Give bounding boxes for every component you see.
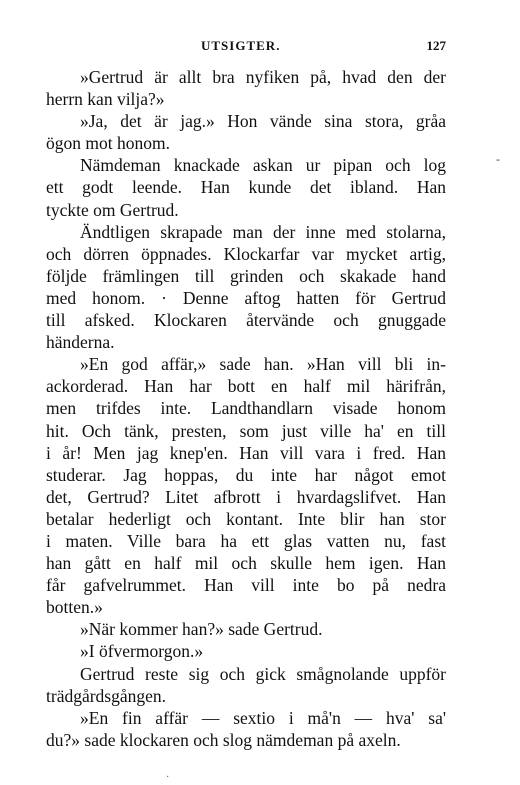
text-line: Gertrud reste sig och gick smågnolande uppför <box>80 663 446 684</box>
text-line: i år! Men jag knep'en. Han vill vara i fred. Han <box>46 442 446 463</box>
text-line: trädgårdsgången. <box>46 685 167 706</box>
text-line: i maten. Ville bara ha ett glas vatten nu, fast <box>46 530 446 551</box>
text-line: men trifdes inte. Landthandlarn visade honom <box>46 398 446 419</box>
bottom-dot-mark: · <box>166 772 170 783</box>
text-line: betalar hederligt och kontant. Inte blir han stor <box>46 508 446 529</box>
text-line: botten.» <box>46 597 103 618</box>
text-line: det, Gertrud? Litet afbrott i hvardagslifvet. Han <box>46 486 446 507</box>
text-line: får gafvelrummet. Han vill inte bo på nedra <box>46 575 446 596</box>
body-text <box>46 66 446 751</box>
text-line: du?» sade klockaren och slog nämdeman på axeln. <box>46 729 401 750</box>
page-header <box>46 38 446 54</box>
text-line: Ändtligen skrapade man der inne med stolarna, <box>80 221 446 242</box>
text-line: »En fin affär — sextio i må'n — hva' sa' <box>80 707 446 728</box>
text-line: och dörren öppnades. Klockarfar var mycket artig, <box>46 243 446 264</box>
text-line: »I öfvermorgon.» <box>80 641 204 662</box>
page-number: 127 <box>426 38 446 53</box>
text-line: med honom. · Denne aftog hatten för Gertrud <box>46 287 446 308</box>
text-line: ögon mot honom. <box>46 133 170 154</box>
margin-mark: - <box>496 152 500 166</box>
text-line: hit. Och tänk, presten, som just ville ha' en till <box>46 420 446 441</box>
text-line: händerna. <box>46 332 115 353</box>
text-line: han gått en half mil och skulle hem igen. Han <box>46 553 446 574</box>
text-line: »Gertrud är allt bra nyfiken på, hvad den der <box>80 67 446 87</box>
text-line: studerar. Jag hoppas, du inte har något emot <box>46 464 446 485</box>
text-line: Nämdeman knackade askan ur pipan och log <box>80 155 446 176</box>
text-line: »Ja, det är jag.» Hon vände sina stora, gråa <box>80 111 446 132</box>
text-line: till afsked. Klockaren återvände och gnuggade <box>46 310 446 331</box>
running-head: UTSIGTER. <box>201 38 281 53</box>
text-line: ackorderad. Han har bott en half mil härifrån, <box>46 376 446 397</box>
text-line: herrn kan vilja?» <box>46 89 165 110</box>
text-line: följde främlingen till grinden och skakade hand <box>46 265 446 286</box>
text-line: tyckte om Gertrud. <box>46 199 179 220</box>
text-line: ett godt leende. Han kunde det ibland. Han <box>46 177 446 198</box>
text-line: »En god affär,» sade han. »Han vill bli in- <box>80 354 446 375</box>
text-line: »När kommer han?» sade Gertrud. <box>80 619 323 640</box>
